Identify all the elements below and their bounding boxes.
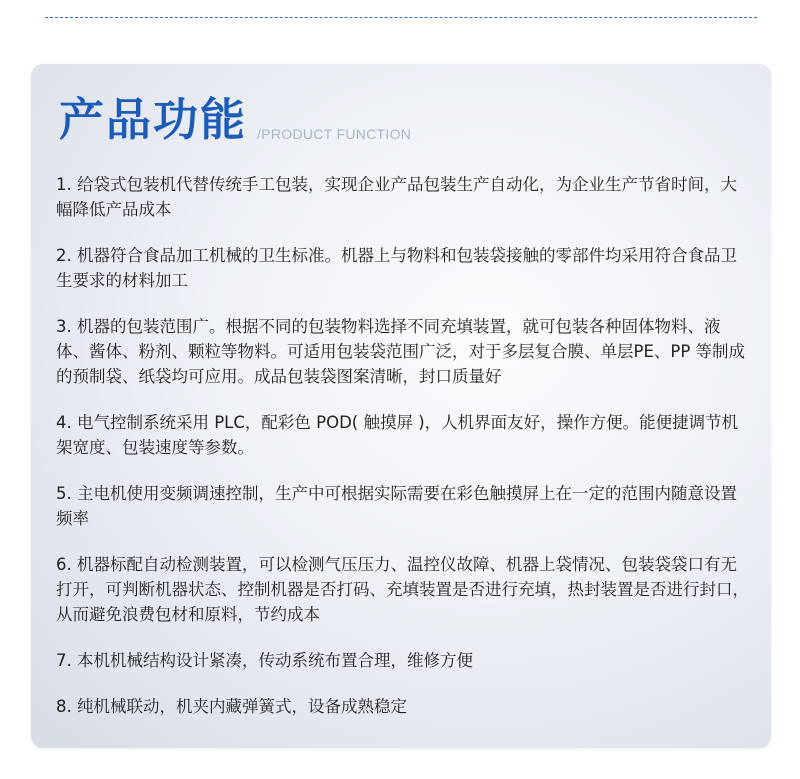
feature-item-7: 7. 本机机械结构设计紧凑，传动系统布置合理，维修方便	[56, 651, 473, 670]
top-dashed-divider	[45, 17, 757, 18]
feature-item-3: 3. 机器的包装范围广。根据不同的包装物料选择不同充填装置，就可包装各种固体物料、液体、酱体、粉剂、颗粒等物料。可适用包装袋范围广泛，对于多层复合膜、单层PE、PP 等制成的预制袋、纸袋均可应用。成品包装袋图案清晰，封口质量好	[56, 317, 746, 386]
section-title: 产品功能	[59, 93, 248, 146]
feature-item-8: 8. 纯机械联动，机夹内藏弹簧式，设备成熟稳定	[56, 697, 407, 716]
feature-item-4: 4. 电气控制系统采用 PLC，配彩色 POD( 触摸屏 )，人机界面友好，操作方便。能便捷调节机架宽度、包装速度等参数。	[56, 413, 739, 457]
feature-item-5: 5. 主电机使用变频调速控制，生产中可根据实际需要在彩色触摸屏上在一定的范围内随意设置频率	[56, 484, 737, 528]
feature-item-6: 6. 机器标配自动检测装置，可以检测气压压力、温控仪故障、机器上袋情况、包装袋袋口有无打开，可判断机器状态、控制机器是否打码、充填装置是否进行充填，热封装置是否进行封口，从而避免浪费包材和原料，节约成本	[56, 555, 749, 624]
feature-item-2: 2. 机器符合食品加工机械的卫生标准。机器上与物料和包装袋接触的零部件均采用符合食品卫生要求的材料加工	[56, 246, 737, 290]
feature-list	[56, 172, 750, 740]
section-subtitle: /PRODUCT FUNCTION	[257, 126, 412, 142]
feature-item-1: 1. 给袋式包装机代替传统手工包装，实现企业产品包装生产自动化，为企业生产节省时间，大幅降低产品成本	[56, 175, 737, 219]
section-heading	[59, 92, 411, 148]
